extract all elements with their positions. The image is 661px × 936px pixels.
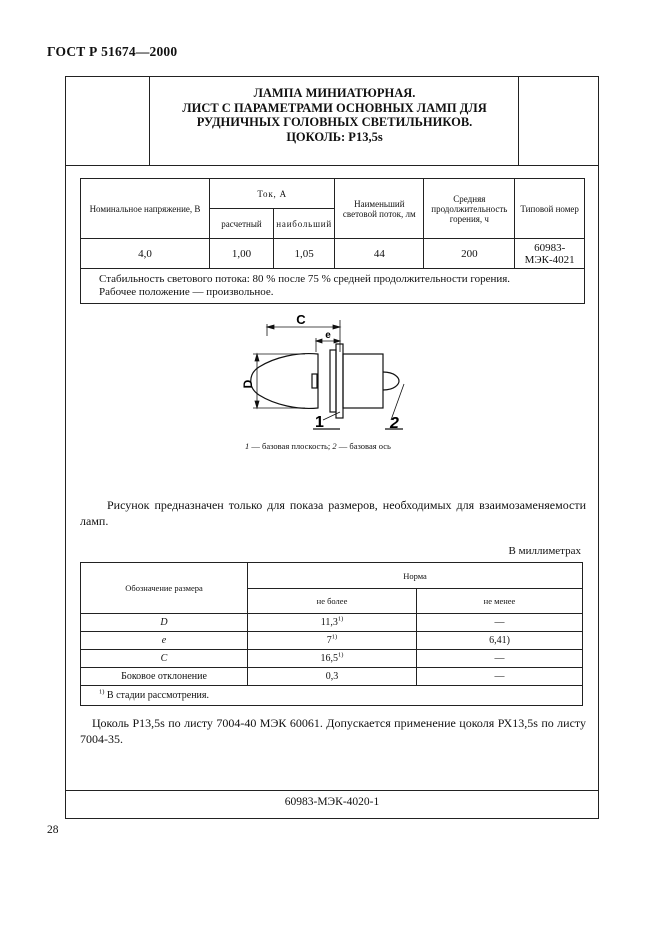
dim-min: —	[417, 668, 583, 686]
ref-label-2: 2	[390, 415, 399, 432]
caption-text-2: — базовая ось	[336, 441, 391, 451]
header-type: Типовой номер	[515, 179, 585, 239]
dim-name: C	[81, 650, 248, 668]
title-line-2: ЛИСТ С ПАРАМЕТРАМИ ОСНОВНЫХ ЛАМП ДЛЯ	[182, 100, 487, 115]
note-flux-stability: Стабильность светового потока: 80 % после 75 % средней продолжительности горения.	[99, 273, 511, 285]
ref-label-1: 1	[315, 414, 324, 431]
dim-max: 0,3	[248, 668, 417, 686]
cell-flux: 44	[335, 239, 424, 269]
table-row	[81, 239, 585, 269]
dim-min: 6,41)	[417, 632, 583, 650]
title-line-4: ЦОКОЛЬ: Р13,5s	[286, 129, 383, 144]
dim-name: Боковое отклонение	[81, 668, 248, 686]
title-line-3: РУДНИЧНЫХ ГОЛОВНЫХ СВЕТИЛЬНИКОВ.	[196, 115, 473, 129]
table-notes	[81, 269, 585, 304]
header-flux: Наименьший световой поток, лм	[335, 179, 424, 239]
figure-note-paragraph: Рисунок предназначен только для показа размеров, необходимых для взаимозаменяемости ламп.	[80, 498, 586, 528]
caption-ref-2: 2	[332, 441, 337, 451]
sheet-title	[150, 86, 519, 144]
figure-caption	[245, 441, 391, 451]
cell-type: 60983-МЭК-4021	[515, 239, 585, 269]
note-operating-position: Рабочее положение — произвольное.	[99, 286, 274, 298]
lamp-dimension-drawing	[243, 312, 433, 442]
table-row	[81, 614, 583, 632]
cell-current-max: 1,05	[274, 239, 335, 269]
dim-name: D	[81, 614, 248, 632]
dim-max: 7$^{1)}$	[248, 632, 417, 650]
lamp-base	[343, 354, 383, 408]
header-max: не более	[248, 589, 417, 614]
cell-voltage: 4,0	[81, 239, 210, 269]
cell-life: 200	[424, 239, 515, 269]
dim-label-e: e	[325, 330, 331, 341]
lamp-contact	[383, 372, 399, 390]
dim-label-d: D	[241, 379, 255, 389]
page-number: 28	[47, 824, 59, 836]
lamp-bulb	[251, 354, 318, 409]
dim-min: —	[417, 650, 583, 668]
header-min: не менее	[417, 589, 583, 614]
lamp-filament	[312, 374, 317, 388]
header-current-calc: расчетный	[210, 209, 274, 239]
table-row	[81, 632, 583, 650]
dim-label-c: C	[296, 312, 306, 327]
caption-text-1: — базовая плоскость;	[249, 441, 333, 451]
header-voltage: Номинальное напряжение, В	[81, 179, 210, 239]
base-note-paragraph: Цоколь Р13,5s по листу 7004-40 МЭК 60061. Допускается применение цоколя РХ13,5s по листу 7004-35.	[80, 716, 586, 746]
lamp-neck	[330, 350, 336, 412]
dimensions-table	[80, 562, 583, 706]
caption-ref-1: 1	[245, 441, 250, 451]
table-row	[81, 668, 583, 686]
units-note: В миллиметрах	[508, 545, 581, 557]
header-current-max: наибольший	[274, 209, 335, 239]
sheet-code: 60983-МЭК-4020-1	[284, 796, 380, 808]
dim-min: —	[417, 614, 583, 632]
document-header: ГОСТ Р 51674—2000	[47, 44, 178, 59]
table-footnote: $^{1)}$ В стадии рассмотрения.	[81, 686, 583, 706]
table-row	[81, 650, 583, 668]
dim-name: e	[81, 632, 248, 650]
header-norm: Норма	[248, 563, 583, 589]
dim-max: 11,3$^{1)}$	[248, 614, 417, 632]
header-life: Средняя продолжительность горения, ч	[424, 179, 515, 239]
dim-max: 16,5$^{1)}$	[248, 650, 417, 668]
header-dimension-name: Обозначение размера	[81, 563, 248, 614]
footer-divider	[65, 790, 599, 791]
header-current: Ток, А	[210, 179, 335, 209]
lamp-flange	[336, 344, 343, 418]
cell-current-calc: 1,00	[210, 239, 274, 269]
parameters-table	[80, 178, 585, 304]
title-line-1: ЛАМПА МИНИАТЮРНАЯ.	[253, 86, 416, 100]
